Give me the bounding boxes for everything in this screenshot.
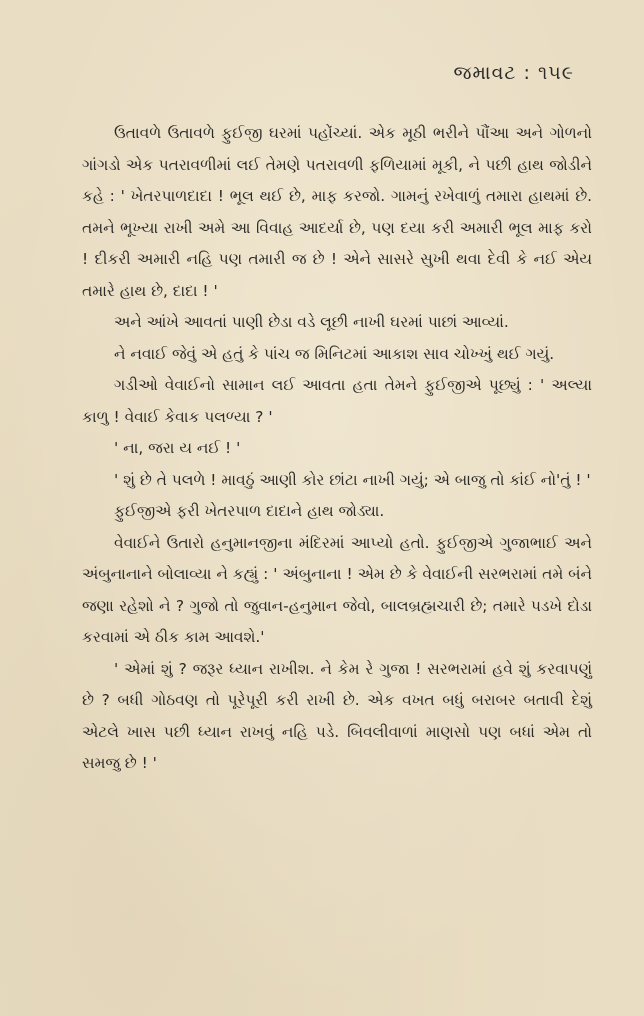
paragraph: ગડીઓ વેવાઈનો સામાન લઈ આવતા હતા તેમને ફુઈજીએ પૂછ્યું : ' અલ્યા કાળુ ! વેવાઈ કેવાક પલળ્યા ? ' xyxy=(82,376,592,426)
paragraph: ફુઈજીએ ફરી ખેતરપાળ દાદાને હાથ જોડ્યા. xyxy=(114,502,385,520)
paragraph: ઉતાવળે ઉતાવળે ફુઈજી ઘરમાં પહોંચ્યાં. એક મૂઠી ભરીને પૌંઆ અને ગોળનો ગાંગડો એક પતરાવળીમાં લઈ તેમણે પતરાવળી ફળિયામાં મૂકી, ને પછી હાથ જોડીને કહે : ' ખેતરપાળદાદા ! ભૂલ થઈ છે, માફ કરજો. ગામનું રખેવાળું તમારા હાથમાં છે. તમને ભૂખ્યા રાખી અમે આ વિવાહ આદર્યા છે, પણ દયા કરી અમારી ભૂલ માફ કરો ! દીકરી અમારી નહિ પણ તમારી જ છે ! એને સાસરે સુખી થવા દેવી કે નઈ એય તમારે હાથ છે, દાદા ! ' xyxy=(82,124,592,300)
running-head: જમાવટ : ૧૫૯ xyxy=(453,62,574,84)
paragraph: ' એમાં શું ? જરૂર ધ્યાન રાખીશ. ને કેમ રે ગુજા ! સરભરામાં હવે શું કરવાપણું છે ? બધી ગોઠવણ તો પૂરેપૂરી કરી રાખી છે. એક વખત બધું બરાબર બતાવી દેશું એટલે ખાસ પછી ધ્યાન રાખવું નહિ પડે. બિવલીવાળાં માણસો પણ બધાં એમ તો સમજુ છે ! ' xyxy=(82,659,592,772)
paragraph: ' શું છે તે પલળે ! માવઠું આણી કોર છાંટા નાખી ગયું; એ બાજુ તો કાંઈ નો'તું ! ' xyxy=(114,470,591,489)
body-text xyxy=(82,118,592,780)
paragraph: અને આંખે આવતાં પાણી છેડા વડે લૂછી નાખી ઘરમાં પાછાં આવ્યાં. xyxy=(114,313,509,331)
paragraph: ' ના, જરા ય નઈ ! ' xyxy=(114,439,241,457)
paragraph: વેવાઈને ઉતારો હનુમાનજીના મંદિરમાં આપ્યો હતો. ફુઈજીએ ગુજાભાઈ અને અંબુનાનાને બોલાવ્યા ને કહ્યું : ' અંબુનાના ! એમ છે કે વેવાઈની સરભરામાં તમે બંને જણા રહેશો ને ? ગુજો તો જુવાન-હનુમાન જેવો, બાલબ્રહ્મચારી છે; તમારે પડખે દોડા કરવામાં એ ઠીક કામ આવશે.' xyxy=(82,533,592,646)
paragraph: ને નવાઈ જેવું એ હતું કે પાંચ જ મિનિટમાં આકાશ સાવ ચોખ્ખું થઈ ગયું. xyxy=(114,344,555,363)
